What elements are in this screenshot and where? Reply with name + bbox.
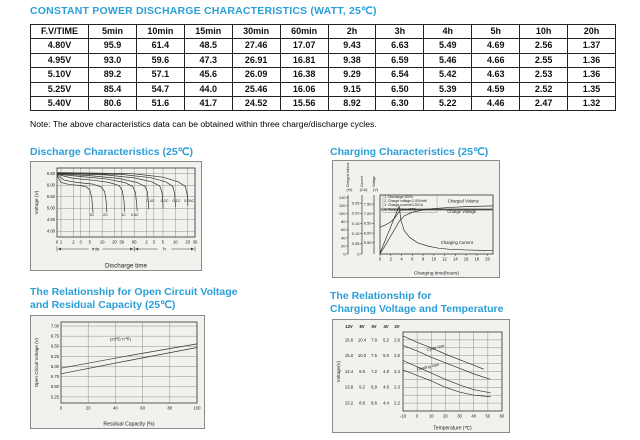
table-cell: 5.42	[424, 68, 472, 82]
table-cell: 4.69	[472, 39, 520, 53]
table-cell: 16.38	[280, 68, 328, 82]
table-cell: 80.6	[89, 97, 137, 111]
charging-section-title: Charging Characteristics (25℃)	[330, 146, 489, 158]
discharge-chart	[30, 161, 202, 271]
svg-text:0.15: 0.15	[351, 220, 360, 226]
svg-text:Residual Capacity (%): Residual Capacity (%)	[103, 421, 155, 428]
svg-text:10: 10	[431, 256, 437, 262]
table-cell: 4.59	[472, 82, 520, 96]
svg-text:Charge Voltage: Charge Voltage	[447, 208, 477, 214]
svg-text:4: 4	[400, 256, 403, 262]
table-header-cell: 20h	[568, 25, 616, 39]
svg-text:10.4: 10.4	[357, 337, 367, 343]
svg-text:50: 50	[485, 413, 491, 419]
svg-text:7.50: 7.50	[363, 201, 372, 207]
table-cell: 6.59	[376, 53, 424, 67]
table-cell: 48.5	[184, 39, 232, 53]
table-header-cell: F.V/TIME	[31, 25, 89, 39]
table-header-cell: 30min	[232, 25, 280, 39]
svg-text:5.50: 5.50	[50, 384, 59, 390]
svg-text:0: 0	[55, 239, 59, 245]
constant-power-table	[30, 24, 616, 111]
svg-text:(%): (%)	[346, 188, 353, 192]
svg-text:60: 60	[499, 413, 505, 419]
svg-text:0: 0	[357, 251, 360, 257]
svg-text:60: 60	[341, 227, 346, 233]
table-cell: 51.6	[136, 97, 184, 111]
table-cell: 2.53	[520, 68, 568, 82]
table-cell: 25.46	[232, 82, 280, 96]
table-cell: 5.46	[424, 53, 472, 67]
table-cell: 5.39	[424, 82, 472, 96]
svg-text:3: 3	[152, 239, 156, 245]
svg-text:40: 40	[341, 235, 346, 241]
svg-text:2: 2	[145, 239, 148, 245]
svg-text:14.4: 14.4	[344, 368, 354, 374]
table-cell: 9.29	[328, 68, 376, 82]
svg-text:40: 40	[113, 405, 118, 411]
svg-text:15.6: 15.6	[344, 337, 354, 343]
svg-text:20: 20	[341, 243, 346, 249]
svg-text:20: 20	[112, 239, 117, 245]
table-cell: 5.40V	[31, 97, 89, 111]
svg-text:20: 20	[185, 239, 191, 245]
svg-text:5.2: 5.2	[383, 337, 389, 343]
ocv-section-title	[30, 286, 238, 312]
svg-text:0: 0	[378, 256, 382, 262]
svg-text:6.00: 6.00	[46, 182, 55, 188]
table-header-cell: 3h	[376, 25, 424, 39]
svg-text:2.4: 2.4	[394, 368, 400, 374]
table-header-cell: 5min	[89, 25, 137, 39]
svg-text:14: 14	[452, 256, 458, 262]
svg-text:3: 3	[79, 239, 82, 245]
svg-text:15.0: 15.0	[344, 353, 354, 359]
svg-text:10.0: 10.0	[357, 353, 367, 359]
svg-text:120: 120	[338, 203, 346, 209]
svg-text:2. Charge voltage:2.40V/cell: 2. Charge voltage:2.40V/cell	[384, 199, 427, 204]
svg-text:8.8: 8.8	[359, 400, 365, 406]
svg-text:6.00: 6.00	[363, 230, 372, 236]
table-header-cell: 10min	[136, 25, 184, 39]
table-cell: 8.92	[328, 97, 376, 111]
table-header-cell: 2h	[328, 25, 376, 39]
table-cell: 45.6	[184, 68, 232, 82]
cvt-title-line1: The Relationship for	[330, 290, 432, 302]
svg-text:Cycle Use: Cycle Use	[426, 342, 445, 353]
table-cell: 16.06	[280, 82, 328, 96]
table-cell: 57.1	[136, 68, 184, 82]
svg-text:Floating Use: Floating Use	[416, 361, 440, 372]
table-cell: 47.3	[184, 53, 232, 67]
svg-text:7.00: 7.00	[50, 323, 59, 329]
table-cell: 9.15	[328, 82, 376, 96]
svg-text:Open Circuit Voltage (V): Open Circuit Voltage (V)	[34, 337, 39, 388]
svg-text:5: 5	[88, 239, 91, 245]
table-cell: 95.9	[89, 39, 137, 53]
svg-text:4V: 4V	[383, 324, 389, 329]
svg-text:9.6: 9.6	[359, 368, 365, 374]
svg-text:2.6: 2.6	[394, 337, 400, 343]
svg-text:7.00: 7.00	[363, 211, 372, 217]
svg-text:4.8: 4.8	[383, 368, 389, 374]
table-row	[31, 82, 616, 96]
svg-text:0: 0	[59, 405, 63, 411]
svg-text:60: 60	[140, 405, 145, 411]
svg-text:0: 0	[415, 413, 419, 419]
svg-text:Charging time(hours): Charging time(hours)	[413, 271, 460, 277]
svg-text:100: 100	[338, 211, 346, 217]
svg-text:6.75: 6.75	[50, 333, 59, 339]
svg-text:2.3: 2.3	[394, 384, 400, 390]
table-cell: 5.49	[424, 39, 472, 53]
table-cell: 17.07	[280, 39, 328, 53]
svg-text:1. Discharge:100%: 1. Discharge:100%	[384, 195, 413, 200]
svg-text:2: 2	[72, 239, 75, 245]
svg-text:h: h	[163, 247, 166, 253]
table-cell: 16.81	[280, 53, 328, 67]
table-cell: 15.56	[280, 97, 328, 111]
svg-text:6.9: 6.9	[371, 384, 377, 390]
table-cell: 1.36	[568, 68, 616, 82]
svg-text:Charging Current: Charging Current	[440, 240, 473, 246]
svg-text:1C: 1C	[121, 213, 126, 218]
svg-text:2C: 2C	[102, 213, 108, 218]
ocv-title-line2: and Residual Capacity (25℃)	[30, 299, 176, 311]
table-cell: 1.37	[568, 39, 616, 53]
table-header-cell: 15min	[184, 25, 232, 39]
svg-text:12V: 12V	[345, 324, 353, 329]
svg-text:(CA): (CA)	[359, 188, 368, 192]
svg-text:30: 30	[119, 239, 125, 245]
table-cell: 89.2	[89, 68, 137, 82]
svg-text:6.25: 6.25	[50, 353, 59, 359]
svg-text:(V): (V)	[372, 188, 379, 192]
svg-text:4.4: 4.4	[383, 400, 389, 406]
svg-text:5.75: 5.75	[50, 374, 59, 380]
svg-text:10: 10	[99, 239, 105, 245]
svg-text:18: 18	[474, 256, 480, 262]
svg-text:0.2C: 0.2C	[160, 198, 169, 203]
svg-text:3. Charge current:0.20CA: 3. Charge current:0.20CA	[384, 203, 423, 208]
svg-text:5.50: 5.50	[363, 240, 372, 246]
svg-text:0.05C: 0.05C	[184, 198, 195, 203]
table-cell: 4.80V	[31, 39, 89, 53]
table-cell: 85.4	[89, 82, 137, 96]
svg-text:7.8: 7.8	[371, 337, 377, 343]
table-header-cell: 60min	[280, 25, 328, 39]
table-header-row	[31, 25, 616, 39]
svg-text:Voltage(V): Voltage(V)	[336, 360, 341, 383]
table-row	[31, 68, 616, 82]
svg-text:5: 5	[161, 239, 165, 245]
svg-text:20: 20	[85, 405, 91, 411]
svg-text:10: 10	[428, 413, 434, 419]
svg-text:-10: -10	[399, 413, 407, 419]
svg-text:80: 80	[167, 405, 173, 411]
svg-text:4.00: 4.00	[46, 228, 55, 234]
page-title: CONSTANT POWER DISCHARGE CHARACTERISTICS (WATT, 25℃)	[30, 5, 377, 17]
svg-text:0.20: 0.20	[351, 210, 360, 216]
table-cell: 4.95V	[31, 53, 89, 67]
svg-text:5.0: 5.0	[383, 353, 389, 359]
discharge-section-title: Discharge Characteristics (25℃)	[30, 146, 193, 158]
svg-text:12: 12	[442, 256, 447, 262]
svg-text:Charged Volume: Charged Volume	[346, 162, 350, 187]
table-cell: 9.43	[328, 39, 376, 53]
svg-text:6.50: 6.50	[363, 220, 372, 226]
svg-text:6.6: 6.6	[371, 400, 377, 406]
svg-text:16: 16	[463, 256, 469, 262]
svg-text:Charged Volume: Charged Volume	[447, 198, 480, 204]
svg-text:2.2: 2.2	[394, 400, 400, 406]
svg-text:1: 1	[59, 239, 63, 245]
svg-text:3C: 3C	[89, 213, 95, 218]
table-cell: 5.25V	[31, 82, 89, 96]
charging-chart	[332, 160, 500, 278]
table-cell: 6.50	[376, 82, 424, 96]
svg-text:Voltage: Voltage	[372, 176, 376, 187]
svg-text:9.2: 9.2	[359, 384, 365, 390]
svg-text:0: 0	[343, 251, 346, 257]
table-cell: 2.52	[520, 82, 568, 96]
table-cell: 61.4	[136, 39, 184, 53]
table-cell: 6.63	[376, 39, 424, 53]
svg-text:Temperature (℃): Temperature (℃)	[433, 425, 472, 432]
cvt-section-title	[330, 290, 503, 316]
table-cell: 26.91	[232, 53, 280, 67]
table-cell: 1.36	[568, 53, 616, 67]
table-cell: 93.0	[89, 53, 137, 67]
svg-text:4.50: 4.50	[46, 217, 55, 223]
table-cell: 59.6	[136, 53, 184, 67]
svg-text:13.2: 13.2	[344, 400, 354, 406]
svg-text:Voltage (V): Voltage (V)	[35, 190, 40, 215]
ocv-chart	[30, 315, 205, 429]
table-row	[31, 53, 616, 67]
svg-text:7.2: 7.2	[371, 368, 377, 374]
table-cell: 4.46	[472, 97, 520, 111]
table-cell: 4.63	[472, 68, 520, 82]
svg-text:20: 20	[485, 256, 490, 262]
table-cell: 41.7	[184, 97, 232, 111]
svg-text:20: 20	[443, 413, 448, 419]
svg-text:30: 30	[192, 239, 198, 245]
svg-text:40: 40	[471, 413, 477, 419]
table-row	[31, 97, 616, 111]
table-cell: 24.52	[232, 97, 280, 111]
cvt-title-line2: Charging Voltage and Temperature	[330, 303, 504, 315]
svg-text:6.50: 6.50	[46, 171, 55, 177]
svg-text:6V: 6V	[371, 324, 377, 329]
svg-text:6.50: 6.50	[50, 343, 59, 349]
svg-text:80: 80	[341, 219, 346, 225]
table-cell: 2.55	[520, 53, 568, 67]
svg-text:4.6: 4.6	[383, 384, 389, 390]
table-row	[31, 39, 616, 53]
table-cell: 2.56	[520, 39, 568, 53]
svg-text:5.25: 5.25	[50, 394, 59, 400]
table-cell: 5.22	[424, 97, 472, 111]
table-cell: 54.7	[136, 82, 184, 96]
svg-text:(25℃/77℉): (25℃/77℉)	[109, 336, 131, 342]
svg-text:100: 100	[193, 405, 201, 411]
svg-text:Current: Current	[360, 176, 364, 187]
svg-text:6.00: 6.00	[50, 363, 59, 369]
table-cell: 26.09	[232, 68, 280, 82]
svg-text:8: 8	[421, 256, 425, 262]
svg-text:2: 2	[389, 256, 392, 262]
svg-text:2V: 2V	[394, 324, 400, 329]
table-note: Note: The above characteristics data can be obtained within three charge/discharge cycles.	[30, 119, 377, 129]
cvt-chart	[332, 319, 510, 433]
svg-text:10: 10	[173, 239, 178, 245]
ocv-title-line1: The Relationship for Open Circuit Voltage	[30, 286, 238, 298]
table-cell: 4.66	[472, 53, 520, 67]
svg-text:0.05: 0.05	[351, 241, 360, 247]
svg-text:Discharge time: Discharge time	[105, 262, 147, 270]
svg-text:2.5: 2.5	[394, 353, 400, 359]
table-cell: 1.35	[568, 82, 616, 96]
svg-text:0.25: 0.25	[351, 200, 360, 206]
svg-text:13.8: 13.8	[344, 384, 354, 390]
svg-text:0.10: 0.10	[351, 230, 360, 236]
table-body	[31, 39, 616, 111]
table-cell: 9.38	[328, 53, 376, 67]
svg-text:140: 140	[338, 195, 346, 201]
svg-text:min: min	[91, 247, 100, 253]
svg-text:30: 30	[457, 413, 462, 419]
table-cell: 2.47	[520, 97, 568, 111]
svg-text:7.5: 7.5	[371, 353, 377, 359]
table-cell: 27.46	[232, 39, 280, 53]
svg-text:8V: 8V	[359, 324, 365, 329]
svg-text:6: 6	[411, 256, 414, 262]
svg-text:60: 60	[131, 239, 137, 245]
svg-text:0.1C: 0.1C	[172, 198, 181, 203]
svg-text:4. Temperature:25℃: 4. Temperature:25℃	[384, 207, 416, 212]
table-cell: 6.54	[376, 68, 424, 82]
svg-text:5.50: 5.50	[46, 194, 55, 200]
table-cell: 44.0	[184, 82, 232, 96]
svg-text:5.00: 5.00	[46, 205, 55, 211]
table-header-cell: 5h	[472, 25, 520, 39]
table-cell: 5.10V	[31, 68, 89, 82]
table-cell: 6.30	[376, 97, 424, 111]
svg-text:0.4C: 0.4C	[146, 198, 155, 203]
table-header-cell: 4h	[424, 25, 472, 39]
table-header-cell: 10h	[520, 25, 568, 39]
svg-text:0.6C: 0.6C	[130, 213, 139, 218]
table-cell: 1.32	[568, 97, 616, 111]
